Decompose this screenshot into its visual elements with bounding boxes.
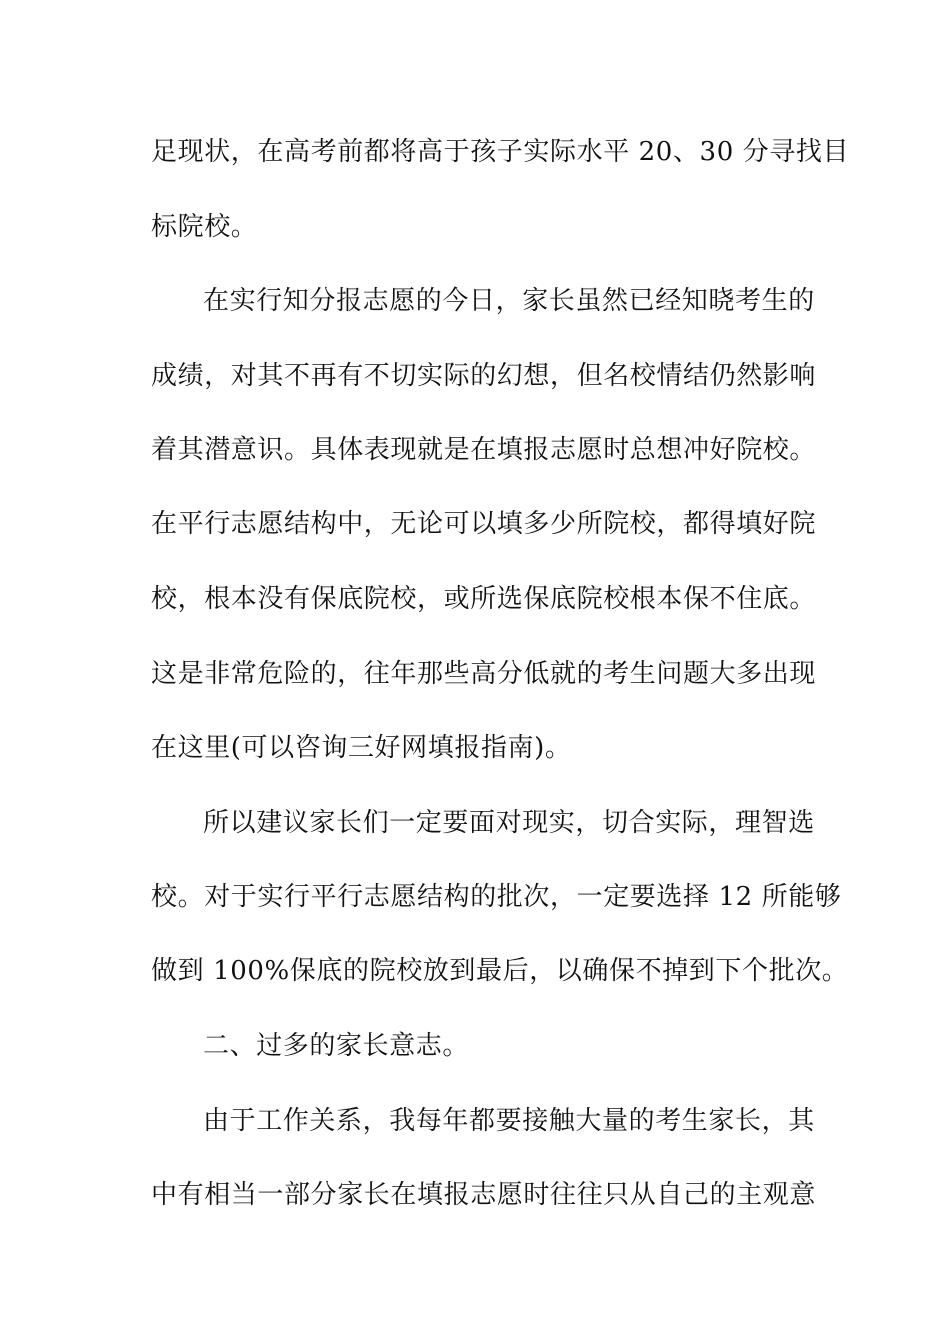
paragraph-start-line: 在实行知分报志愿的今日，家长虽然已经知晓考生的 [203, 286, 815, 316]
paragraph-start-line: 所以建议家长们一定要面对现实，切合实际，理智选 [203, 808, 815, 838]
text-line: 校，根本没有保底院校，或所选保底院校根本保不住底。 [151, 584, 817, 614]
text-line: 标院校。 [151, 212, 258, 242]
text-line: 这是非常危险的，往年那些高分低就的考生问题大多出现 [151, 659, 817, 689]
text-line: 在平行志愿结构中，无论可以填多少所院校，都得填好院 [151, 509, 817, 539]
text-line: 中有相当一部分家长在填报志愿时往往只从自己的主观意 [151, 1180, 817, 1210]
paragraph-start-line: 由于工作关系，我每年都要接触大量的考生家长，其 [203, 1106, 815, 1136]
text-line: 足现状，在高考前都将高于孩子实际水平 20、30 分寻找目 [151, 137, 850, 167]
text-line: 着其潜意识。具体表现就是在填报志愿时总想冲好院校。 [151, 435, 817, 465]
text-line: 做到 100%保底的院校放到最后，以确保不掉到下个批次。 [151, 956, 849, 986]
text-line: 成绩，对其不再有不切实际的幻想，但名校情结仍然影响 [151, 361, 817, 391]
section-heading: 二、过多的家长意志。 [203, 1031, 470, 1061]
text-line: 校。对于实行平行志愿结构的批次，一定要选择 12 所能够 [151, 882, 842, 912]
text-line: 在这里(可以咨询三好网填报指南)。 [151, 733, 572, 763]
